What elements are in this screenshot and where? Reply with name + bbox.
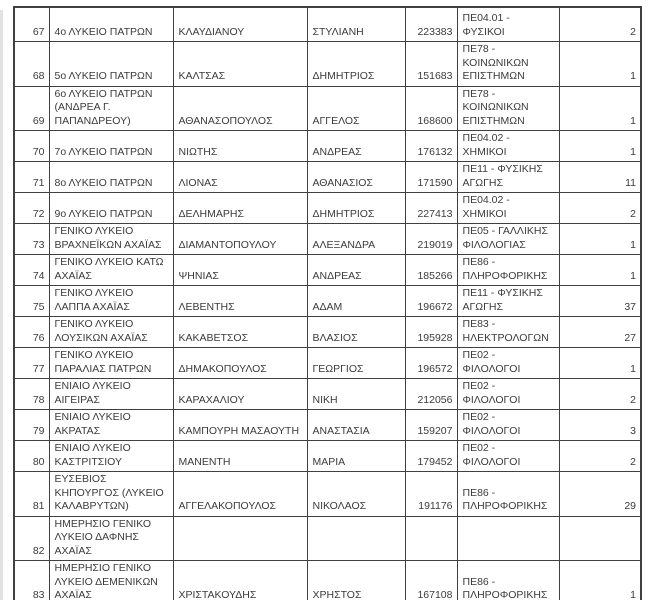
cell-last-name: ΔΙΑΜΑΝΤΟΠΟΥΛΟΥ: [173, 224, 307, 255]
cell-registry-number: 151683: [405, 42, 457, 87]
cell-specialty: ΠΕ02 - ΦΙΛΟΛΟΓΟΙ: [457, 348, 559, 379]
cell-count: 1: [559, 348, 641, 379]
cell-count: [559, 516, 641, 561]
cell-registry-number: 212056: [405, 379, 457, 410]
school-staff-table: [13, 6, 642, 600]
cell-registry-number: 219019: [405, 224, 457, 255]
cell-registry-number: 223383: [405, 7, 457, 42]
cell-first-name: ΑΛΕΞΑΝΔΡΑ: [307, 224, 405, 255]
table-row: [14, 379, 641, 410]
cell-school-name: ΓΕΝΙΚΟ ΛΥΚΕΙΟ ΒΡΑΧΝΕΪΚΩΝ ΑΧΑΪΑΣ: [49, 224, 173, 255]
cell-specialty: ΠΕ05 - ΓΑΛΛΙΚΗΣ ΦΙΛΟΛΟΓΙΑΣ: [457, 224, 559, 255]
cell-last-name: ΛΙΟΝΑΣ: [173, 162, 307, 193]
cell-specialty: ΠΕ78 - ΚΟΙΝΩΝΙΚΩΝ ΕΠΙΣΤΗΜΩΝ: [457, 42, 559, 87]
cell-specialty: ΠΕ83 - ΗΛΕΚΤΡΟΛΟΓΩΝ: [457, 317, 559, 348]
cell-specialty: ΠΕ86 - ΠΛΗΡΟΦΟΡΙΚΗΣ: [457, 255, 559, 286]
table-row: [14, 410, 641, 441]
cell-first-name: ΔΗΜΗΤΡΙΟΣ: [307, 42, 405, 87]
cell-row-number: 76: [14, 317, 49, 348]
cell-row-number: 74: [14, 255, 49, 286]
cell-registry-number: 168600: [405, 86, 457, 131]
cell-school-name: ΕΝΙΑΙΟ ΛΥΚΕΙΟ ΚΑΣΤΡΙΤΣΙΟΥ: [49, 441, 173, 472]
table-row: [14, 131, 641, 162]
cell-count: 2: [559, 7, 641, 42]
cell-count: 29: [559, 472, 641, 517]
cell-row-number: 80: [14, 441, 49, 472]
cell-last-name: ΨΗΝΙΑΣ: [173, 255, 307, 286]
cell-school-name: 4ο ΛΥΚΕΙΟ ΠΑΤΡΩΝ: [49, 7, 173, 42]
table-row: [14, 224, 641, 255]
cell-first-name: ΣΤΥΛΙΑΝΗ: [307, 7, 405, 42]
cell-specialty: ΠΕ02 - ΦΙΛΟΛΟΓΟΙ: [457, 410, 559, 441]
cell-school-name: 8ο ΛΥΚΕΙΟ ΠΑΤΡΩΝ: [49, 162, 173, 193]
cell-row-number: 70: [14, 131, 49, 162]
cell-registry-number: 196672: [405, 286, 457, 317]
cell-first-name: ΑΝΑΣΤΑΣΙΑ: [307, 410, 405, 441]
cell-first-name: ΓΕΩΡΓΙΟΣ: [307, 348, 405, 379]
cell-school-name: ΕΝΙΑΙΟ ΛΥΚΕΙΟ ΑΙΓΕΙΡΑΣ: [49, 379, 173, 410]
cell-row-number: 81: [14, 472, 49, 517]
cell-first-name: ΧΡΗΣΤΟΣ: [307, 561, 405, 600]
cell-last-name: ΧΡΙΣΤΑΚΟΥΔΗΣ: [173, 561, 307, 600]
cell-count: 1: [559, 131, 641, 162]
cell-row-number: 83: [14, 561, 49, 600]
cell-count: 2: [559, 441, 641, 472]
cell-last-name: ΚΑΛΤΣΑΣ: [173, 42, 307, 87]
cell-last-name: ΚΑΡΑΧΑΛΙΟΥ: [173, 379, 307, 410]
cell-count: 1: [559, 86, 641, 131]
cell-school-name: ΓΕΝΙΚΟ ΛΥΚΕΙΟ ΚΑΤΩ ΑΧΑΪΑΣ: [49, 255, 173, 286]
cell-specialty: ΠΕ86 - ΠΛΗΡΟΦΟΡΙΚΗΣ: [457, 472, 559, 517]
table-row: [14, 286, 641, 317]
cell-count: 1: [559, 255, 641, 286]
cell-row-number: 68: [14, 42, 49, 87]
cell-school-name: ΓΕΝΙΚΟ ΛΥΚΕΙΟ ΛΟΥΣΙΚΩΝ ΑΧΑΪΑΣ: [49, 317, 173, 348]
cell-school-name: ΕΝΙΑΙΟ ΛΥΚΕΙΟ ΑΚΡΑΤΑΣ: [49, 410, 173, 441]
cell-first-name: ΔΗΜΗΤΡΙΟΣ: [307, 193, 405, 224]
cell-registry-number: 195928: [405, 317, 457, 348]
cell-first-name: ΝΙΚΟΛΑΟΣ: [307, 472, 405, 517]
table-body: [14, 7, 641, 600]
table-row: [14, 162, 641, 193]
cell-registry-number: 196572: [405, 348, 457, 379]
cell-specialty: ΠΕ78 - ΚΟΙΝΩΝΙΚΩΝ ΕΠΙΣΤΗΜΩΝ: [457, 86, 559, 131]
cell-row-number: 79: [14, 410, 49, 441]
cell-school-name: 5ο ΛΥΚΕΙΟ ΠΑΤΡΩΝ: [49, 42, 173, 87]
cell-row-number: 75: [14, 286, 49, 317]
cell-first-name: [307, 516, 405, 561]
cell-count: 1: [559, 561, 641, 600]
cell-school-name: ΗΜΕΡΗΣΙΟ ΓΕΝΙΚΟ ΛΥΚΕΙΟ ΔΕΜΕΝΙΚΩΝ ΑΧΑΪΑΣ: [49, 561, 173, 600]
cell-row-number: 73: [14, 224, 49, 255]
cell-specialty: ΠΕ02 - ΦΙΛΟΛΟΓΟΙ: [457, 441, 559, 472]
cell-school-name: 7ο ΛΥΚΕΙΟ ΠΑΤΡΩΝ: [49, 131, 173, 162]
cell-count: 1: [559, 42, 641, 87]
cell-last-name: ΑΓΓΕΛΑΚΟΠΟΥΛΟΣ: [173, 472, 307, 517]
table-row: [14, 42, 641, 87]
cell-last-name: ΑΘΑΝΑΣΟΠΟΥΛΟΣ: [173, 86, 307, 131]
cell-count: 27: [559, 317, 641, 348]
table-row: [14, 193, 641, 224]
cell-school-name: ΓΕΝΙΚΟ ΛΥΚΕΙΟ ΠΑΡΑΛΙΑΣ ΠΑΤΡΩΝ: [49, 348, 173, 379]
cell-first-name: ΝΙΚΗ: [307, 379, 405, 410]
cell-specialty: ΠΕ04.02 - ΧΗΜΙΚΟΙ: [457, 193, 559, 224]
cell-registry-number: 167108: [405, 561, 457, 600]
table-row: [14, 86, 641, 131]
cell-specialty: ΠΕ02 - ΦΙΛΟΛΟΓΟΙ: [457, 379, 559, 410]
cell-registry-number: 159207: [405, 410, 457, 441]
cell-registry-number: 191176: [405, 472, 457, 517]
table-row: [14, 516, 641, 561]
cell-specialty: ΠΕ04.01 - ΦΥΣΙΚΟΙ: [457, 7, 559, 42]
cell-first-name: ΑΝΔΡΕΑΣ: [307, 131, 405, 162]
cell-last-name: ΔΕΛΗΜΑΡΗΣ: [173, 193, 307, 224]
cell-school-name: ΕΥΣΕΒΙΟΣ ΚΗΠΟΥΡΓΟΣ (ΛΥΚΕΙΟ ΚΑΛΑΒΡΥΤΩΝ): [49, 472, 173, 517]
cell-last-name: ΛΕΒΕΝΤΗΣ: [173, 286, 307, 317]
cell-specialty: ΠΕ04.02 - ΧΗΜΙΚΟΙ: [457, 131, 559, 162]
cell-registry-number: 176132: [405, 131, 457, 162]
cell-first-name: ΑΓΓΕΛΟΣ: [307, 86, 405, 131]
cell-row-number: 77: [14, 348, 49, 379]
cell-school-name: 9ο ΛΥΚΕΙΟ ΠΑΤΡΩΝ: [49, 193, 173, 224]
cell-registry-number: 185266: [405, 255, 457, 286]
cell-registry-number: 179452: [405, 441, 457, 472]
cell-last-name: ΜΑΝΕΝΤΗ: [173, 441, 307, 472]
cell-row-number: 71: [14, 162, 49, 193]
cell-first-name: ΑΘΑΝΑΣΙΟΣ: [307, 162, 405, 193]
cell-last-name: ΚΑΜΠΟΥΡΗ ΜΑΣΑΟΥΤΗ: [173, 410, 307, 441]
cell-first-name: ΒΛΑΣΙΟΣ: [307, 317, 405, 348]
cell-specialty: ΠΕ11 - ΦΥΣΙΚΗΣ ΑΓΩΓΗΣ: [457, 286, 559, 317]
cell-school-name: ΗΜΕΡΗΣΙΟ ΓΕΝΙΚΟ ΛΥΚΕΙΟ ΔΑΦΝΗΣ ΑΧΑΪΑΣ: [49, 516, 173, 561]
cell-specialty: [457, 516, 559, 561]
cell-count: 11: [559, 162, 641, 193]
cell-last-name: ΔΗΜΑΚΟΠΟΥΛΟΣ: [173, 348, 307, 379]
table-row: [14, 348, 641, 379]
table-row: [14, 317, 641, 348]
cell-last-name: ΝΙΩΤΗΣ: [173, 131, 307, 162]
cell-first-name: ΜΑΡΙΑ: [307, 441, 405, 472]
table-row: [14, 441, 641, 472]
cell-registry-number: [405, 516, 457, 561]
table-row: [14, 561, 641, 600]
page-edge-artifact: [0, 10, 3, 600]
cell-school-name: 6ο ΛΥΚΕΙΟ ΠΑΤΡΩΝ (ΑΝΔΡΕΑ Γ. ΠΑΠΑΝΔΡΕΟΥ): [49, 86, 173, 131]
cell-count: 37: [559, 286, 641, 317]
cell-school-name: ΓΕΝΙΚΟ ΛΥΚΕΙΟ ΛΑΠΠΑ ΑΧΑΪΑΣ: [49, 286, 173, 317]
cell-last-name: [173, 516, 307, 561]
cell-row-number: 72: [14, 193, 49, 224]
cell-row-number: 82: [14, 516, 49, 561]
cell-row-number: 78: [14, 379, 49, 410]
cell-specialty: ΠΕ11 - ΦΥΣΙΚΗΣ ΑΓΩΓΗΣ: [457, 162, 559, 193]
cell-last-name: ΚΛΑΥΔΙΑΝΟΥ: [173, 7, 307, 42]
cell-row-number: 69: [14, 86, 49, 131]
cell-registry-number: 227413: [405, 193, 457, 224]
cell-first-name: ΑΔΑΜ: [307, 286, 405, 317]
table-row: [14, 7, 641, 42]
cell-count: 2: [559, 379, 641, 410]
cell-specialty: ΠΕ86 - ΠΛΗΡΟΦΟΡΙΚΗΣ: [457, 561, 559, 600]
cell-first-name: ΑΝΔΡΕΑΣ: [307, 255, 405, 286]
cell-count: 2: [559, 193, 641, 224]
cell-row-number: 67: [14, 7, 49, 42]
cell-registry-number: 171590: [405, 162, 457, 193]
cell-count: 1: [559, 224, 641, 255]
cell-last-name: ΚΑΚΑΒΕΤΣΟΣ: [173, 317, 307, 348]
table-row: [14, 472, 641, 517]
table-row: [14, 255, 641, 286]
cell-count: 3: [559, 410, 641, 441]
